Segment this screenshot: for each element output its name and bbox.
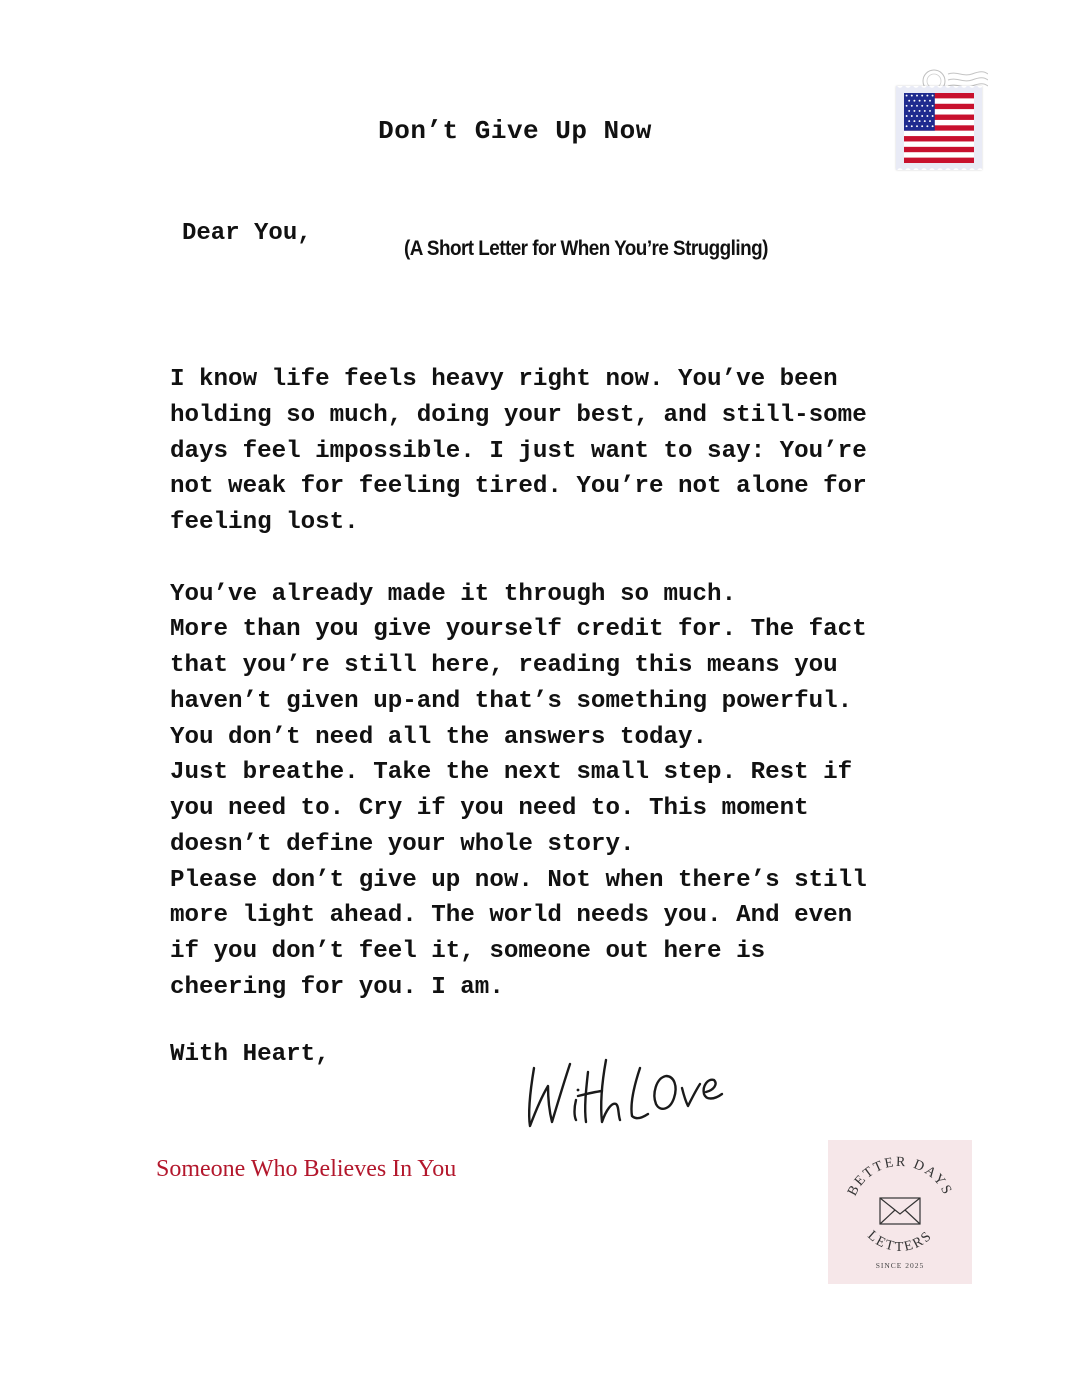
letter-closing: With Heart, xyxy=(170,1041,330,1068)
envelope-icon xyxy=(880,1198,920,1224)
body-line: more light ahead. The world needs you. And even xyxy=(170,902,853,930)
svg-text:LETTERS: LETTERS xyxy=(864,1228,936,1255)
body-line: More than you give yourself credit for. The fact xyxy=(170,616,867,644)
body-line: doesn’t define your whole story. xyxy=(170,830,635,858)
body-line: You don’t need all the answers today. xyxy=(170,723,708,751)
body-line: if you don’t feel it, someone out here is xyxy=(170,938,766,965)
letter-body xyxy=(170,362,970,1006)
body-line: that you’re still here, reading this means you xyxy=(170,652,838,679)
better-days-letters-seal xyxy=(828,1140,972,1284)
signer-name: Someone Who Believes In You xyxy=(156,1156,457,1182)
body-line: haven’t given up-and that’s something powerful. xyxy=(170,687,853,715)
handwritten-signature xyxy=(524,1052,736,1137)
letter-subtitle: (A Short Letter for When You’re Struggling) xyxy=(404,237,768,260)
body-line: you need to. Cry if you need to. This moment xyxy=(170,795,809,822)
paragraph-gap xyxy=(170,541,970,577)
svg-text:BETTER DAYS: BETTER DAYS xyxy=(845,1154,955,1199)
letter-title: Don’t Give Up Now xyxy=(378,116,652,146)
body-line: holding so much, doing your best, and still-some xyxy=(170,401,867,429)
body-line: not weak for feeling tired. You’re not alone for xyxy=(170,473,867,501)
us-flag-stamp-icon xyxy=(896,86,982,170)
svg-text:SINCE 2025: SINCE 2025 xyxy=(875,1261,925,1270)
body-line: I know life feels heavy right now. You’ve been xyxy=(170,366,838,393)
body-line: You’ve already made it through so much. xyxy=(170,580,737,608)
body-line: cheering for you. I am. xyxy=(170,973,504,1001)
body-line: Please don’t give up now. Not when there’s still xyxy=(170,866,867,894)
body-line: Just breathe. Take the next small step. Rest if xyxy=(170,759,853,787)
body-line: days feel impossible. I just want to say: You’re xyxy=(170,437,867,465)
salutation: Dear You, xyxy=(182,220,312,247)
body-line: feeling lost. xyxy=(170,509,359,536)
